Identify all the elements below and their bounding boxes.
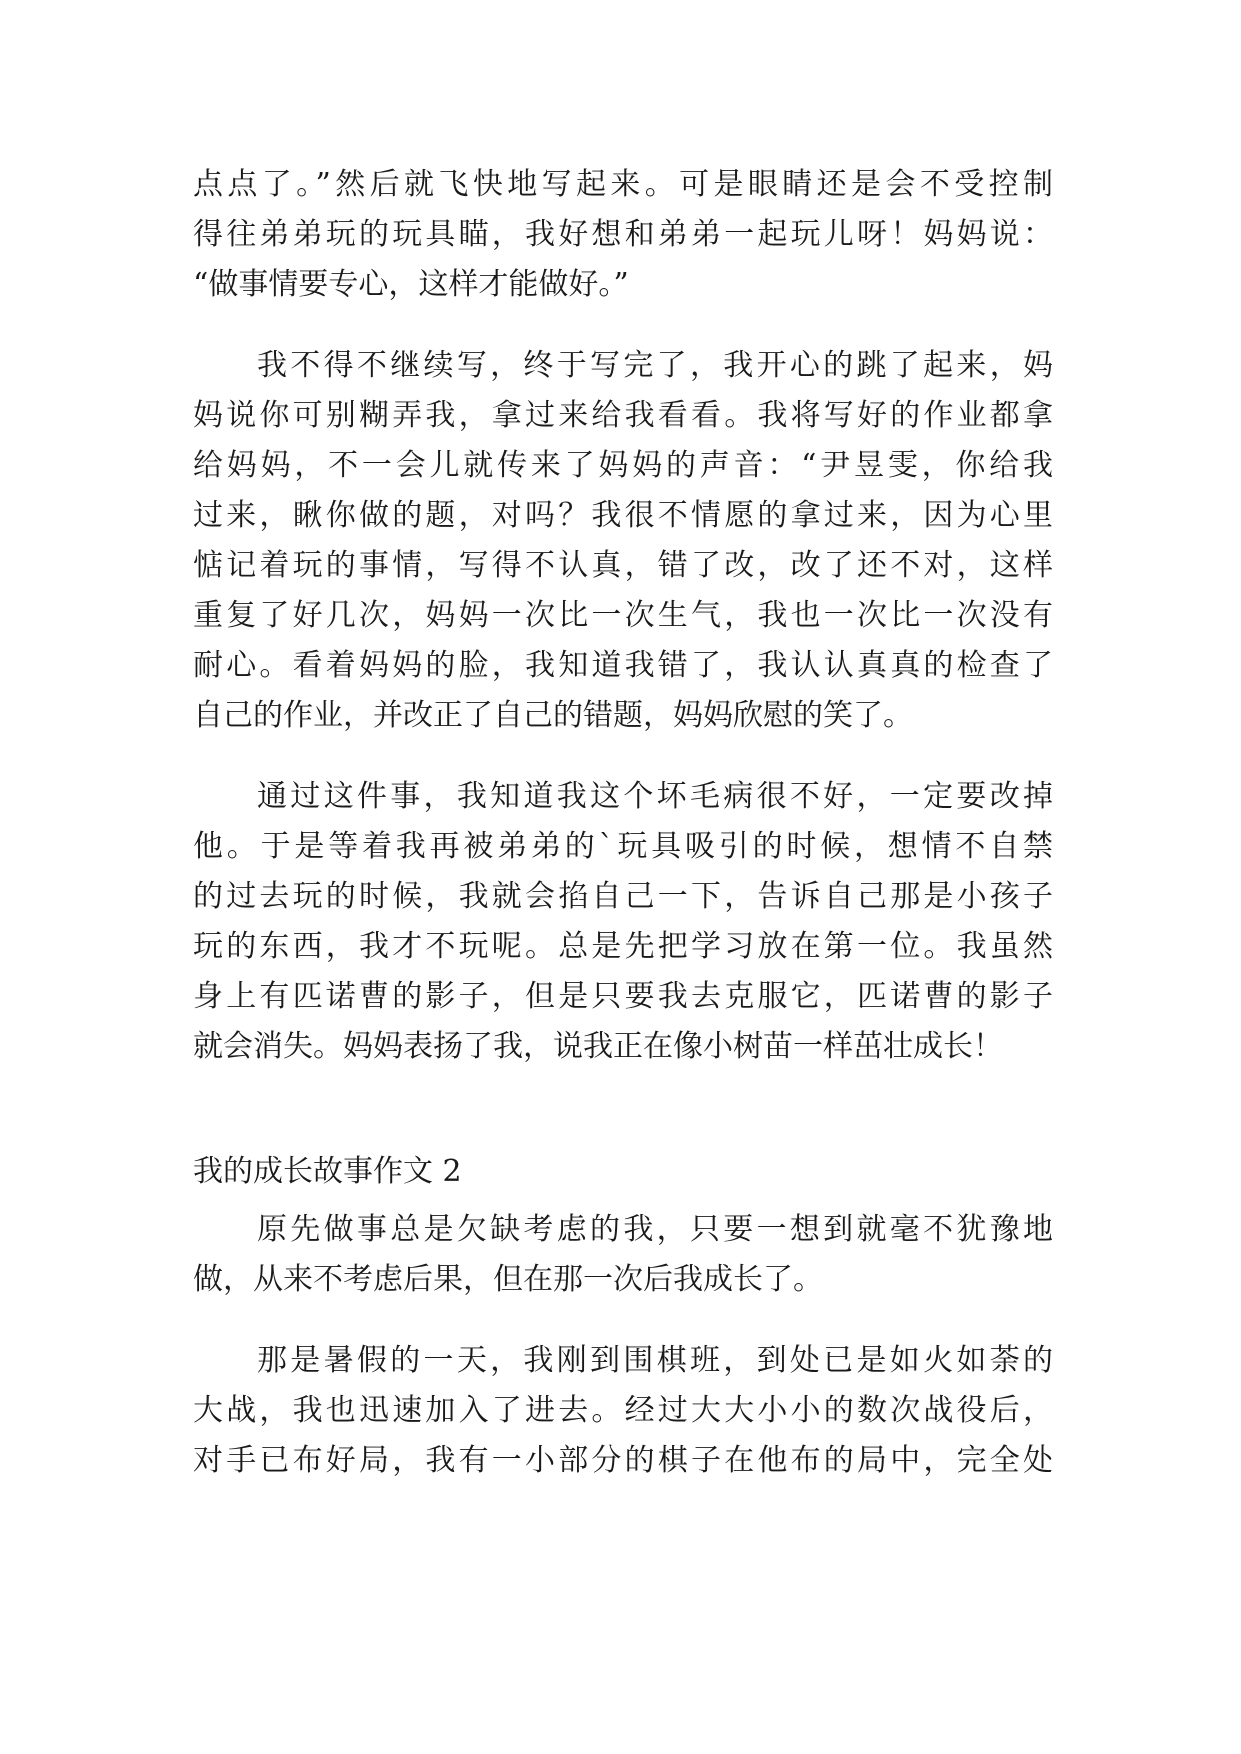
text-line: 身上有匹诺曹的影子，但是只要我去克服它，匹诺曹的影子: [193, 979, 1053, 1014]
text-line: 得往弟弟玩的玩具瞄，我好想和弟弟一起玩儿呀！妈妈说：: [193, 217, 1053, 252]
text-line: 耐心。看着妈妈的脸，我知道我错了，我认认真真的检查了: [193, 648, 1053, 683]
text-line: 给妈妈，不一会儿就传来了妈妈的声音：“尹昱雯，你给我: [193, 448, 1053, 483]
text-line: 惦记着玩的事情，写得不认真，错了改，改了还不对，这样: [193, 548, 1053, 583]
text-line: 的过去玩的时候，我就会掐自己一下，告诉自己那是小孩子: [193, 879, 1053, 914]
text-line: 那是暑假的一天，我刚到围棋班，到处已是如火如荼的: [257, 1343, 1053, 1378]
document-page: [193, 160, 1053, 1486]
text-line: 对手已布好局，我有一小部分的棋子在他布的局中，完全处: [193, 1443, 1053, 1478]
text-line: 做，从来不考虑后果，但在那一次后我成长了。: [193, 1262, 823, 1297]
paragraph-3: [193, 772, 1053, 1072]
text-line: 大战，我也迅速加入了进去。经过大大小小的数次战役后，: [193, 1393, 1053, 1428]
text-line: 妈说你可别糊弄我，拿过来给我看看。我将写好的作业都拿: [193, 398, 1053, 433]
section-heading: 我的成长故事作文 2: [193, 1154, 462, 1189]
text-line: 就会消失。妈妈表扬了我，说我正在像小树苗一样茁壮成长！: [193, 1029, 1003, 1064]
text-line: 通过这件事，我知道我这个坏毛病很不好，一定要改掉: [257, 779, 1053, 814]
text-line: 重复了好几次，妈妈一次比一次生气，我也一次比一次没有: [193, 598, 1053, 633]
paragraph-4: [193, 1205, 1053, 1305]
text-line: 他。于是等着我再被弟弟的`玩具吸引的时候，想情不自禁: [193, 829, 1053, 864]
paragraph-5: [193, 1336, 1053, 1486]
text-line: 点点了。”然后就飞快地写起来。可是眼睛还是会不受控制: [193, 167, 1053, 202]
text-line: 玩的东西，我才不玩呢。总是先把学习放在第一位。我虽然: [193, 929, 1053, 964]
paragraph-1: [193, 160, 1053, 310]
text-line: 自己的作业，并改正了自己的错题，妈妈欣慰的笑了。: [193, 698, 913, 733]
text-line: 原先做事总是欠缺考虑的我，只要一想到就毫不犹豫地: [257, 1212, 1053, 1247]
paragraph-2: [193, 341, 1053, 741]
text-line: “做事情要专心，这样才能做好。”: [193, 267, 629, 302]
text-line: 我不得不继续写，终于写完了，我开心的跳了起来，妈: [257, 348, 1053, 383]
text-line: 过来，瞅你做的题，对吗？我很不情愿的拿过来，因为心里: [193, 498, 1053, 533]
